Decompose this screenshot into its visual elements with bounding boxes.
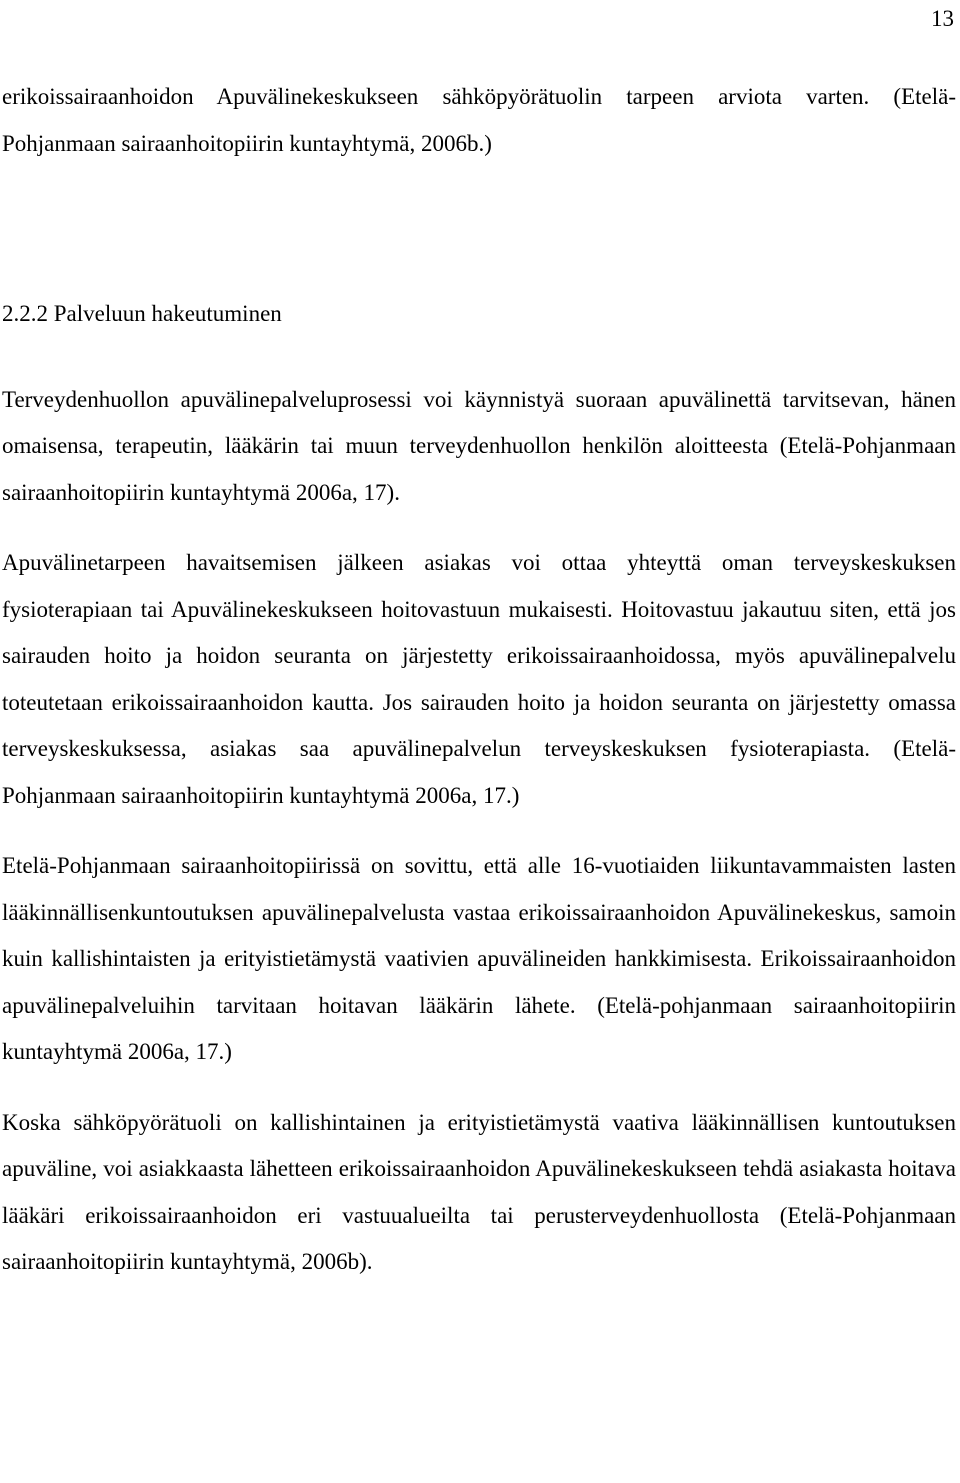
paragraph-care-responsibility: Apuvälinetarpeen havaitsemisen jälkeen asiakas voi ottaa yhteyttä oman terveyskeskuksen fysioterapiaan tai Apuvälinekeskukseen hoitovastuun mukaisesti. Hoitovastuu jakautuu siten, että jos sairauden hoito ja hoidon seuranta on järjestetty erikoissairaanhoidossa, myös apuvälinepalvelu toteutetaan erikoissairaanhoidon kautta. Jos sairauden hoito ja hoidon seuranta on järjestetty omassa terveyskeskuksessa, asiakas saa apuvälinepalvelun terveyskeskuksen fysioterapiasta. (Etelä-Pohjanmaan sairaanhoitopiirin kuntayhtymä 2006a, 17.) — [2, 550, 956, 808]
paragraph-power-wheelchair-referral: Koska sähköpyörätuoli on kallishintainen ja erityistietämystä vaativa lääkinnällisen kuntoutuksen apuväline, voi asiakkaasta lähetteen erikoissairaanhoidon Apuvälinekeskukseen tehdä asiakasta hoitava lääkäri erikoissairaanhoidon eri vastuualueilta tai perusterveydenhuollosta (Etelä-Pohjanmaan sairaanhoitopiirin kuntayhtymä, 2006b). — [2, 1109, 956, 1274]
paragraph-service-process: Terveydenhuollon apuvälinepalveluprosessi voi käynnistyä suoraan apuvälinettä tarvitsevan, hänen omaisensa, terapeutin, lääkärin tai muun terveydenhuollon henkilön aloitteesta (Etelä-Pohjanmaan sairaanhoitopiirin kuntayhtymä 2006a, 17). — [2, 386, 956, 505]
page-number: 13 — [931, 6, 954, 31]
section-heading: 2.2.2 Palveluun hakeutuminen — [2, 301, 282, 326]
intro-paragraph: erikoissairaanhoidon Apuvälinekeskukseen sähköpyörätuolin tarpeen arviota varten. (Etelä-Pohjanmaan sairaanhoitopiirin kuntayhtymä, 2006b.) — [2, 84, 956, 156]
document-body — [2, 74, 956, 1286]
paragraph-regional-agreement: Etelä-Pohjanmaan sairaanhoitopiirissä on sovittu, että alle 16-vuotiaiden liikuntavammaisten lasten lääkinnällisenkuntoutuksen apuvälinepalvelusta vastaa erikoissairaanhoidon Apuvälinekeskus, samoin kuin kallishintaisten ja erityistietämystä vaativien apuvälineiden hankkimisesta. Erikoissairaanhoidon apuvälinepalveluihin tarvitaan hoitavan lääkärin lähete. (Etelä-pohjanmaan sairaanhoitopiirin kuntayhtymä 2006a, 17.) — [2, 853, 956, 1064]
